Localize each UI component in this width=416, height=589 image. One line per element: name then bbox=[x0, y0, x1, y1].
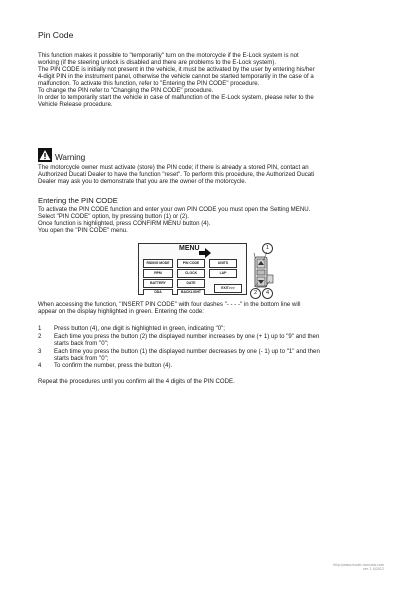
intro-line: The PIN CODE is initially not present in the vehicle, it must be activated by the user by entering his/her bbox=[38, 66, 315, 73]
menu-option-backlight: BACKLIGHT bbox=[177, 289, 205, 295]
pointer-icon bbox=[199, 248, 211, 258]
footer-watermark bbox=[333, 563, 384, 571]
warning-triangle-icon bbox=[38, 148, 52, 162]
warning-line: Authorized Ducati Dealer to have the function "reset". To perform this procedure, the Authorized Ducati bbox=[38, 171, 315, 178]
callout-2: 2 bbox=[250, 288, 261, 299]
after-figure-line: When accessing the function, "INSERT PIN CODE" with four dashes "- - - -" in the bottom line will bbox=[38, 301, 301, 308]
step-text: Each time you press the button (2) the displayed number increases by one (+ 1) up to "9" and then bbox=[54, 333, 320, 340]
step-text: Each time you press the button (1) the displayed number decreases by one (- 1) up to "1" and then bbox=[54, 348, 320, 355]
menu-option-lap: LAP bbox=[209, 269, 237, 278]
intro-line: In order to temporarily start the vehicle in case of malfunction of the E-Lock system, please refer to the bbox=[38, 94, 314, 101]
intro-line: 4-digit PIN in the instrument panel, otherwise the vehicle cannot be started temporarily in the case of a bbox=[38, 73, 314, 80]
entering-line: To activate the PIN CODE function and enter your own PIN CODE you must open the Setting MENU. bbox=[38, 206, 311, 213]
after-figure-line: appear on the display highlighted in green. Entering the code: bbox=[38, 308, 205, 315]
warning-heading bbox=[38, 146, 85, 162]
footer-version: ver. 1.0/2012 bbox=[362, 567, 384, 572]
warning-line: Dealer may ask you to demonstrate that you are the owner of the motorcycle. bbox=[38, 178, 247, 185]
step-number: 2 bbox=[38, 333, 42, 340]
intro-line: working (if the steering unlock is disabled and there are problems to the E-Lock system). bbox=[38, 59, 277, 66]
menu-option-date: DATE bbox=[177, 279, 205, 288]
menu-option-dda: DDA bbox=[143, 289, 173, 295]
step-text: Press button (4), one digit is highlighted in green, indicating "0"; bbox=[54, 325, 225, 332]
footer-url: http://www.ducati-manuals.com bbox=[333, 563, 384, 567]
warning-text bbox=[38, 164, 386, 185]
subsection-title: Entering the PIN CODE bbox=[38, 196, 118, 205]
menu-option-riding-mode: RIDING MODE bbox=[143, 259, 173, 268]
menu-display bbox=[138, 243, 247, 295]
step-number: 1 bbox=[38, 325, 42, 332]
menu-option-pin-code: PIN CODE bbox=[177, 259, 205, 268]
step-number: 4 bbox=[38, 362, 42, 369]
menu-title: MENU bbox=[179, 245, 200, 252]
closing-paragraph bbox=[38, 378, 386, 385]
entering-line: Once function is highlighted, press CONFIRM MENU button (4). bbox=[38, 220, 211, 227]
callout-1: 1 bbox=[262, 243, 273, 254]
step-continuation bbox=[54, 340, 108, 347]
step-number: 3 bbox=[38, 348, 42, 355]
intro-line: This function makes it possible to "temporarily" turn on the motorcycle if the E-Lock system is not bbox=[38, 52, 299, 59]
callout-4: 4 bbox=[262, 288, 273, 299]
closing-line: Repeat the procedures until you confirm all the 4 digits of the PIN CODE. bbox=[38, 378, 235, 385]
section-title: Pin Code bbox=[38, 30, 74, 40]
menu-option-exit: EXIT>>> bbox=[214, 284, 242, 293]
entering-paragraph bbox=[38, 206, 386, 234]
step-text: starts back from "0"; bbox=[54, 340, 109, 347]
menu-option-units: UNITS bbox=[209, 259, 237, 268]
menu-option-rpm: RPM bbox=[143, 269, 173, 278]
intro-line: To change the PIN refer to "Changing the PIN CODE" procedure. bbox=[38, 87, 214, 94]
step-text: starts back from "0"; bbox=[54, 355, 109, 362]
entering-line: You open the "PIN CODE" menu. bbox=[38, 227, 128, 234]
menu-option-clock: CLOCK bbox=[177, 269, 205, 278]
menu-figure bbox=[138, 243, 288, 298]
menu-option-battery: BATTERY bbox=[143, 279, 173, 288]
intro-line: Vehicle Release procedure. bbox=[38, 101, 113, 108]
intro-line: malfunction. To activate this function, refer to "Entering the PIN CODE" procedure. bbox=[38, 80, 260, 87]
warning-line: The motorcycle owner must activate (store) the PIN code; if there is already a stored PIN, contact an bbox=[38, 164, 309, 171]
after-figure-paragraph bbox=[38, 301, 386, 315]
step-continuation bbox=[54, 355, 108, 362]
intro-paragraph bbox=[38, 52, 386, 108]
warning-label: Warning bbox=[55, 153, 86, 162]
entering-line: Select "PIN CODE" option, by pressing button (1) or (2). bbox=[38, 213, 189, 220]
step-text: To confirm the number, press the button (4). bbox=[54, 362, 173, 369]
